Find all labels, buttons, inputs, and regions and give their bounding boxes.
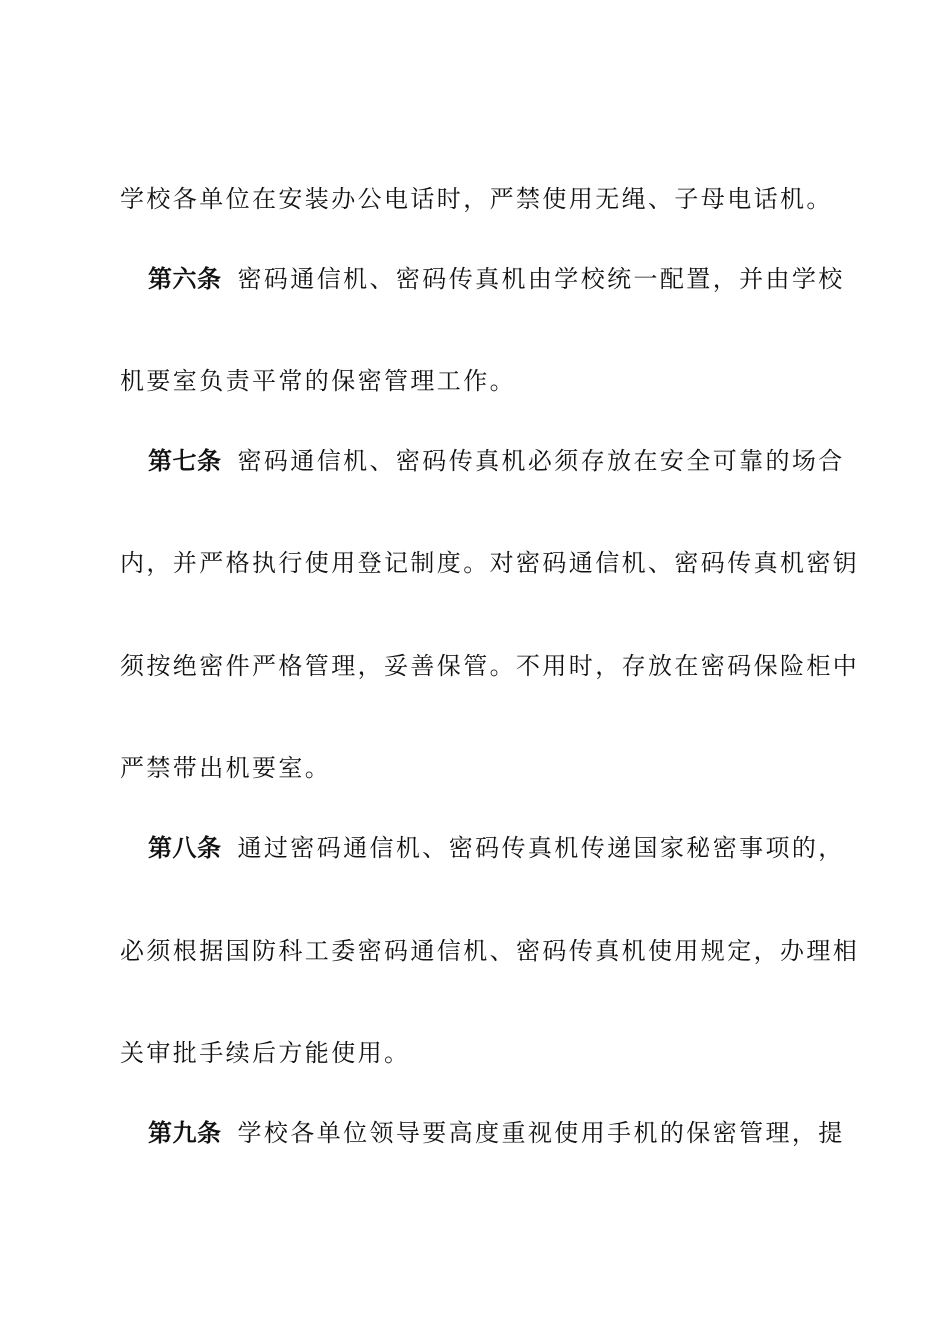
article-6-heading: 第六条 (148, 264, 222, 293)
line-text: 内，并严格执行使用登记制度。对密码通信机、密码传真机密钥 (120, 549, 860, 577)
line-text: 通过密码通信机、密码传真机传递国家秘密事项的， (237, 834, 845, 862)
article-8-line (148, 833, 845, 863)
text-line-1 (120, 184, 840, 214)
article-7-heading: 第七条 (148, 446, 222, 475)
article-7-line (148, 446, 845, 476)
article-8-heading: 第八条 (148, 833, 222, 862)
line-text: 须按绝密件严格管理，妥善保管。不用时，存放在密码保险柜中 (120, 652, 860, 680)
line-text: 学校各单位在安装办公电话时，严禁使用无绳、子母电话机。 (120, 185, 833, 213)
text-line-10 (120, 1038, 840, 1068)
text-line-3 (120, 366, 840, 396)
line-text: 必须根据国防科工委密码通信机、密码传真机使用规定，办理相 (120, 937, 860, 965)
article-9-line (148, 1118, 845, 1148)
text-line-6 (120, 651, 860, 681)
line-text: 学校各单位领导要高度重视使用手机的保密管理，提 (237, 1119, 845, 1147)
line-text: 机要室负责平常的保密管理工作。 (120, 367, 516, 395)
text-line-9 (120, 936, 860, 966)
text-line-5 (120, 548, 860, 578)
line-text: 关审批手续后方能使用。 (120, 1039, 411, 1067)
line-text: 密码通信机、密码传真机必须存放在安全可靠的场合 (237, 447, 845, 475)
article-6-line (148, 264, 845, 294)
line-text: 密码通信机、密码传真机由学校统一配置，并由学校 (237, 265, 845, 293)
line-text: 严禁带出机要室。 (120, 754, 332, 782)
text-line-7 (120, 753, 840, 783)
article-9-heading: 第九条 (148, 1118, 222, 1147)
